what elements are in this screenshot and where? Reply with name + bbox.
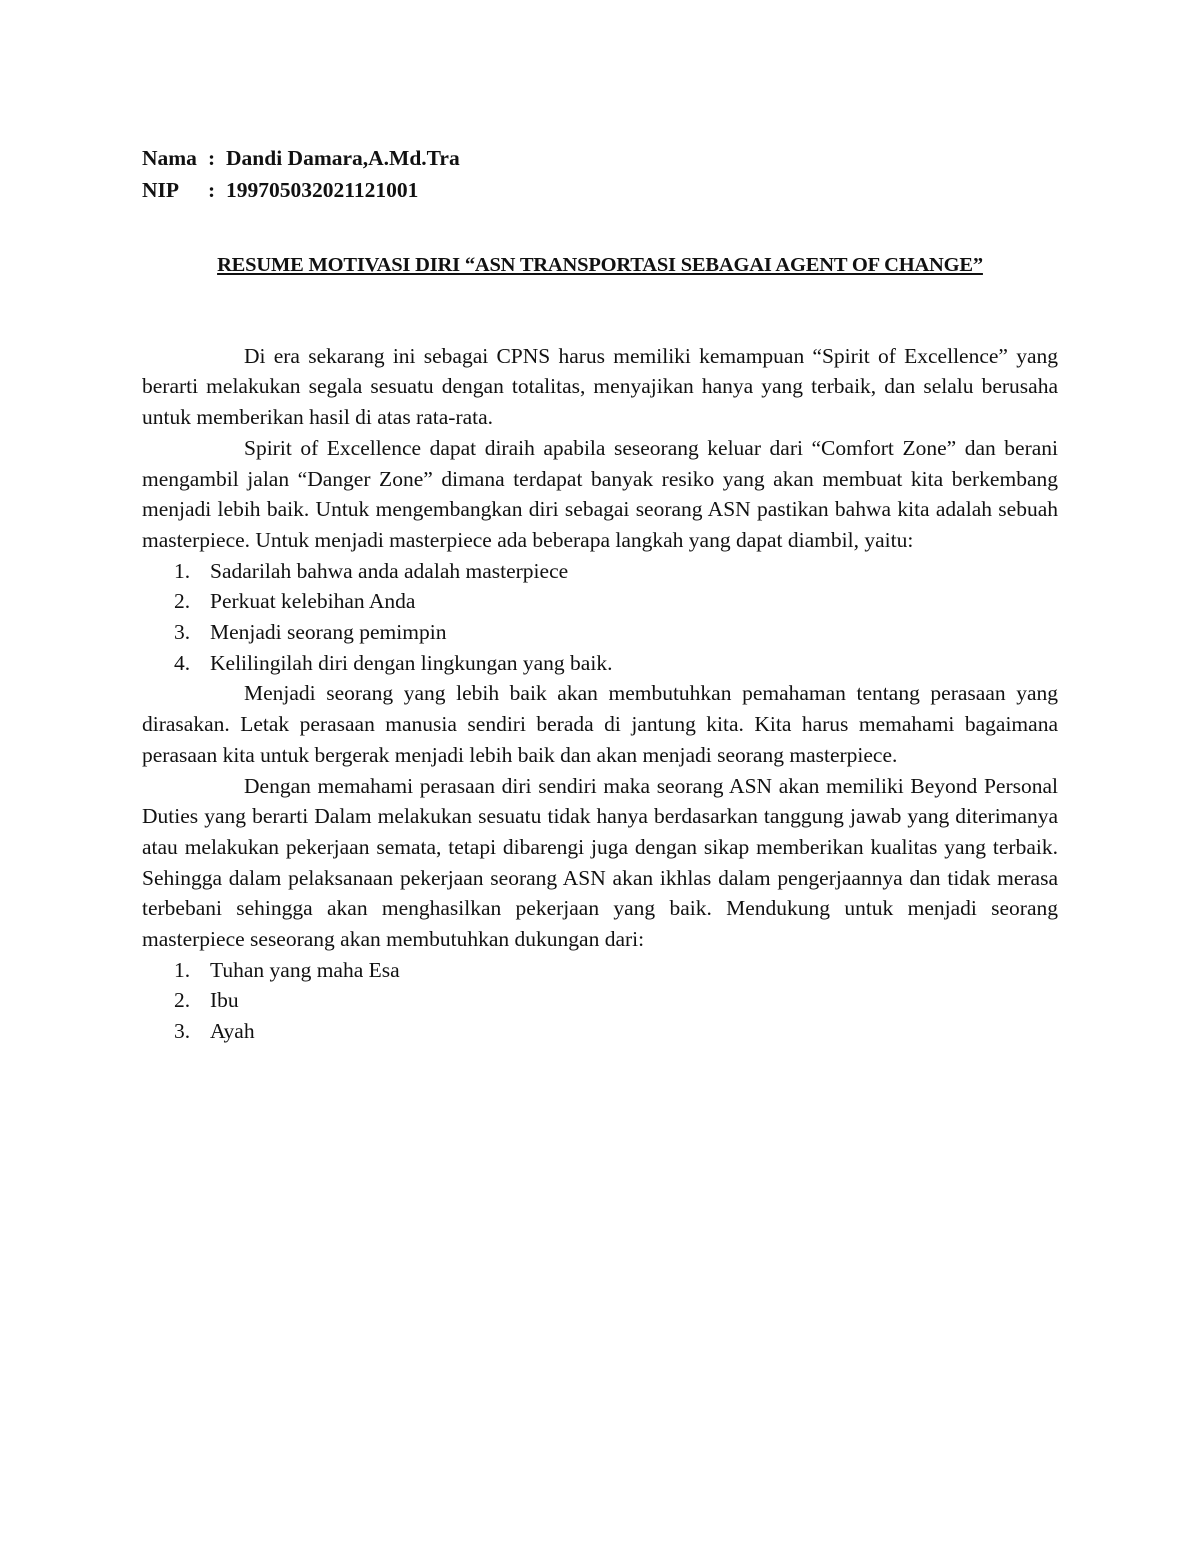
paragraph: Dengan memahami perasaan diri sendiri maka seorang ASN akan memiliki Beyond Personal Duties yang berarti Dalam melakukan sesuatu tidak hanya berdasarkan tanggung jawab yang diterimanya atau melakukan pekerjaan semata, tetapi dibarengi juga dengan sikap memberikan kualitas yang terbaik. Sehingga dalam pelaksanaan pekerjaan seorang ASN akan ikhlas dalam pengerjaannya dan tidak merasa terbebani sehingga akan menghasilkan pekerjaan yang baik. Mendukung untuk menjadi seorang masterpiece seseorang akan membutuhkan dukungan dari: bbox=[142, 773, 1058, 952]
name-row bbox=[142, 142, 1058, 174]
paragraph: Di era sekarang ini sebagai CPNS harus memiliki kemampuan “Spirit of Excellence” yang berarti melakukan segala sesuatu dengan totalitas, menyajikan hanya yang terbaik, dan selalu berusaha untuk memberikan hasil di atas rata-rata. bbox=[142, 343, 1058, 430]
document-title: RESUME MOTIVASI DIRI “ASN TRANSPORTASI SEBAGAI AGENT OF CHANGE” bbox=[217, 254, 983, 276]
name-value: Dandi Damara,A.Md.Tra bbox=[226, 146, 460, 170]
nip-label: NIP bbox=[142, 178, 180, 202]
list-number: 3. bbox=[174, 620, 191, 645]
nip-row bbox=[142, 174, 1058, 206]
paragraph: Spirit of Excellence dapat diraih apabila seseorang keluar dari “Comfort Zone” dan berani mengambil jalan “Danger Zone” dimana terdapat banyak resiko yang akan membuat kita berkembang menjadi lebih baik. Untuk mengembangkan diri sebagai seorang ASN pastikan bahwa kita adalah sebuah masterpiece. Untuk menjadi masterpiece ada beberapa langkah yang dapat diambil, yaitu: bbox=[142, 435, 1058, 552]
list-text: Kelilingilah diri dengan lingkungan yang baik. bbox=[210, 650, 613, 675]
nip-separator: : bbox=[208, 178, 216, 202]
list-number: 2. bbox=[174, 988, 191, 1013]
list-text: Ayah bbox=[210, 1019, 255, 1044]
list-text: Tuhan yang maha Esa bbox=[210, 957, 400, 982]
list-item bbox=[142, 955, 1058, 986]
nip-value: 199705032021121001 bbox=[226, 178, 419, 202]
list-number: 3. bbox=[174, 1019, 191, 1044]
name-label: Nama bbox=[142, 146, 197, 170]
list-text: Ibu bbox=[210, 988, 239, 1013]
support-list bbox=[142, 955, 1058, 1047]
list-number: 1. bbox=[174, 957, 191, 982]
document-body bbox=[142, 341, 1058, 1047]
identity-block bbox=[142, 142, 1058, 206]
list-text: Sadarilah bahwa anda adalah masterpiece bbox=[210, 558, 569, 583]
list-item bbox=[142, 985, 1058, 1016]
list-number: 4. bbox=[174, 650, 191, 675]
list-number: 1. bbox=[174, 558, 191, 583]
list-item bbox=[142, 586, 1058, 617]
list-number: 2. bbox=[174, 589, 191, 614]
steps-list bbox=[142, 556, 1058, 679]
list-text: Perkuat kelebihan Anda bbox=[210, 589, 416, 614]
name-separator: : bbox=[208, 146, 216, 170]
list-item bbox=[142, 617, 1058, 648]
list-item bbox=[142, 648, 1058, 679]
list-item bbox=[142, 1016, 1058, 1047]
list-item bbox=[142, 556, 1058, 587]
list-text: Menjadi seorang pemimpin bbox=[210, 620, 447, 645]
paragraph: Menjadi seorang yang lebih baik akan membutuhkan pemahaman tentang perasaan yang dirasakan. Letak perasaan manusia sendiri berada di jantung kita. Kita harus memahami bagaimana perasaan kita untuk bergerak menjadi lebih baik dan akan menjadi seorang masterpiece. bbox=[142, 681, 1058, 767]
